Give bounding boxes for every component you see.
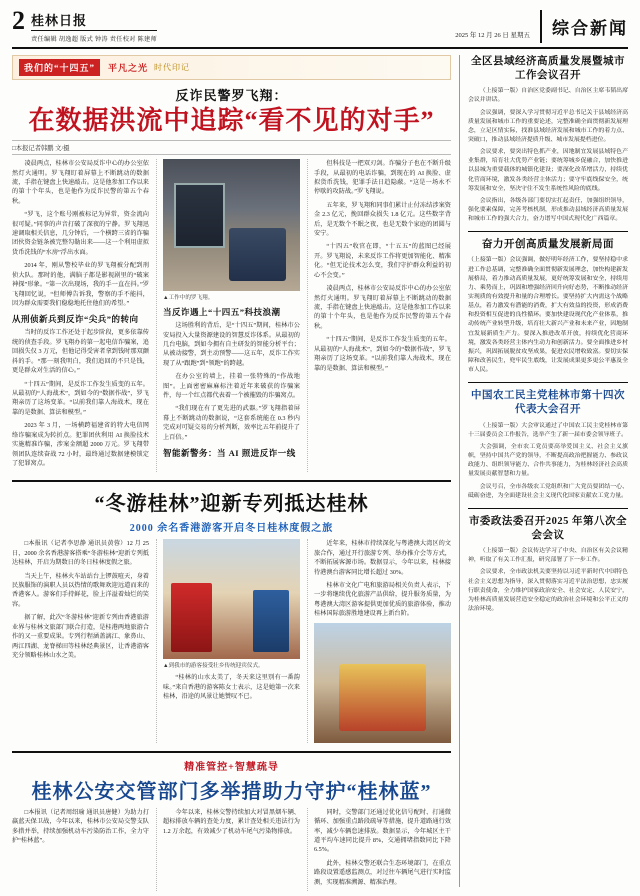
right-column (460, 55, 628, 887)
article3-col-2 (156, 808, 300, 891)
paragraph: “我们现在有了更先进的武器。”罗飞翔指着屏幕上不断跳动的数据说，“这套系统能在 0.3 秒内完成对可疑交易的分析判断，效率比五年前提升了上百倍。” (163, 405, 300, 441)
paragraph: “桂林的山水太美了，冬天来这里别有一番韵味。”来自香港的游客陈女士表示，这是她第一次来桂林，沿途的风景让她赞叹不已。 (163, 674, 300, 701)
article3-title: 桂林公安交管部门多举措助力守护“桂林蓝” (31, 780, 432, 803)
paragraph: 凌晨两点，桂林市公安局反诈中心的办公室依然灯火通明。罗飞翔盯着屏幕上不断跳动的数据流，手指在键盘上快速敲击。这是他参加工作以来的第十个年头，也是他作为反诈民警的第五个春秋。 (12, 160, 149, 205)
article2-photo-caption: ▲到我市的游客接受壮乡传统迎宾仪式。 (163, 663, 264, 670)
paragraph: 凌晨两点，桂林市公安局反诈中心的办公室依然灯火通明。罗飞翔盯着屏幕上不断跳动的数据流，手指在键盘上快速敲击。这是他参加工作以来的第十个年头，也是他作为反诈民警的第五个春秋。 (314, 285, 451, 330)
paragraph: 桂林市文化广电和旅游局相关负责人表示，下一步将继续优化旅游产品供给，提升服务质量，为粤港澳大湾区游客提供更加优质的旅游体验，推动桂林国际旅游胜地建设再上新台阶。 (314, 582, 451, 618)
article2-photo-1 (163, 539, 300, 659)
series-banner-sub: 平凡之光 (108, 63, 149, 73)
article2-columns (12, 539, 451, 742)
paragraph: 会议号召，全市各级农工党组织和广大党员要团结一心、砥砺奋进，为全面建设社会主义现代化国家贡献农工党力量。 (468, 483, 628, 499)
article3-columns (12, 808, 451, 891)
article2-title: “冬游桂林”迎新专列抵达桂林 (94, 493, 369, 516)
article3-col-1 (12, 808, 149, 891)
paragraph: 今年以来，桂林交警持续加大对冒黑烟车辆、超标排放车辆的查处力度，累计查处相关违法行为 1.2 万余起，有效减少了机动车尾气污染物排放。 (163, 808, 300, 835)
series-banner (12, 55, 451, 80)
lead-photo (163, 159, 300, 291)
lead-subhead-3: 智能新警务：当 AI 照进反诈一线 (163, 448, 296, 459)
lead-kicker: 反诈民警罗飞翔： (175, 88, 288, 103)
article3-col-3 (307, 808, 451, 891)
lead-subhead-1: 从刑侦新兵到反诈“尖兵”的转向 (12, 314, 139, 325)
paragraph: 当时的反诈工作还处于起步阶段，更多依靠传统的侦查手段。罗飞翔办的第一起电信诈骗案，追回损失仅 3 万元，但他记得受害者拿到钱时那双颤抖的手。“那一刻我明白，我们追回的不只是钱，更是群众对生活的信心。” (12, 329, 149, 375)
right-item-3-title: 中国农工民主党桂林市第十四次代表大会召开 (471, 390, 625, 416)
page-number: 2 (12, 6, 25, 35)
section-divider (12, 480, 451, 482)
paragraph: “十四五”期间，是反诈工作发生质变的五年。从最初的“人海战术”，到如今的“数据作战”，罗飞翔亲历了这场变革。“以前我们靠人海战术，现在靠的是数据、算法和模型。” (314, 336, 451, 372)
paragraph: 会议要求，要突出特色抓产业，因地制宜发展县域特色产业集群，培育壮大优势产业链；要统筹城乡促融合，加快推进以县城为重要载体的城镇化建设；要深化改革增活力，持续优化营商环境，激发各类经营主体活力；要守牢底线保安全，统筹发展和安全，坚决守住不发生系统性风险的底线。 (468, 149, 628, 192)
right-divider-2 (468, 382, 628, 383)
right-item-2-body: （上接第一版）会议强调，做好明年经济工作，要坚持稳中求进工作总基调，完整准确全面贯彻新发展理念，加快构建新发展格局，着力推动高质量发展，更好统筹发展和安全，持续用力、乘势而上，巩固和增强经济回升向好态势，不断推动经济实现质的有效提升和量的合理增长。要坚持扩大内需这个战略基点，着力激发有潜能的消费，扩大有效益的投资，形成消费和投资相互促进的良性循环。要加快建设现代化产业体系，推动传统产业转型升级，培育壮大新兴产业和未来产业，因地制宜发展新质生产力。要深入推进改革开放，持续优化营商环境，激发各类经营主体内生动力和创新活力。要全面推进乡村振兴，巩固拓展脱贫攻坚成果，促进农民增收致富。要切实保障和改善民生，兜牢民生底线，让发展成果更多更公平惠及全市人民。 (468, 257, 628, 374)
lead-photo-caption: ▲工作中的罗飞翔。 (163, 295, 214, 302)
lead-byline: □本报记者韩鹏 文/摄 (12, 140, 451, 155)
lead-col-3 (307, 159, 451, 472)
paper-name: 桂林日报 (31, 10, 157, 31)
masthead-left (12, 6, 158, 43)
paragraph: “十四五”收官在即，“十五五”的蓝图已经展开。罗飞翔说，未来反诈工作将更加智能化、精准化。“但无论技术怎么变，我们守护群众利益的初心不会变。” (314, 243, 451, 279)
page-body (12, 55, 628, 887)
paragraph: 2023 年 3 月，一场横跨福建省的特大电信网络诈骗案成为转折点。犯罪团伙利用 AI 换脸技术实施精准诈骗，涉案金额超 2000 万元。罗飞翔带领团队连续奋战 72 小时，最终通过数据建模锁定了犯罪窝点。 (12, 422, 149, 467)
paragraph: 此外，桂林交警还联合生态环境部门，在重点路段设置遥感监测点，对过往车辆尾气进行实时监测，实现精准溯源、精准治理。 (314, 859, 451, 886)
article2-photo-2 (314, 623, 451, 743)
paragraph: 五年来，罗飞翔和同事们累计止付冻结涉案资金 2.3 亿元，挽回群众损失 1.8 亿元。这些数字背后，是无数个不眠之夜，也是无数个家庭的团圆与安宁。 (314, 201, 451, 238)
paragraph: 据了解，此次“冬游桂林”迎新专列由香港旅游业界与桂林文旅部门联合打造，是桂港两地旅游合作的又一重要成果。专列行程涵盖漓江、象鼻山、两江四湖、龙脊梯田等桂林经典景区，让香港游客充分领略桂林山水之美。 (12, 614, 149, 659)
paragraph: （上接第一版）自治区党委副书记、自治区主席韦韬出席会议并讲话。 (468, 88, 628, 104)
paragraph: “罗飞，这个账号刚被标记为异常，资金流向很可疑。”同事的声音打破了深夜的宁静。罗飞翔迅速调取相关信息，几分钟后，一个横跨三省的诈骗团伙资金链条被完整勾勒出来——这一个利用虚拟货币洗钱的“水房”浮出水面。 (12, 211, 149, 256)
article2-col-2 (156, 539, 300, 742)
article2-col-1 (12, 539, 149, 742)
article2-subtitle: 2000 余名香港游客开启冬日桂林度假之旅 (129, 523, 334, 535)
main-column (12, 55, 460, 887)
section-title: 综合新闻 (552, 19, 628, 38)
masthead-credits: 责任编辑 胡逸超 版式 钟涛 责任校对 陈建师 (31, 36, 158, 43)
masthead-identity (31, 10, 157, 43)
paragraph: 会议指出，各级各部门要切实扛起责任，加强组织领导，强化要素保障，完善考核机制，形成推动县域经济高质量发展和城市工作的强大合力，奋力谱写中国式现代化广西篇章。 (468, 197, 628, 223)
series-banner-sub2: 时代印记 (154, 63, 191, 72)
paragraph: 在办公室的墙上，挂着一张特殊的“作战地图”。上面密密麻麻标注着近年来破获的诈骗案件，每一个红点都代表着一个被摧毁的诈骗窝点。 (163, 373, 300, 400)
paragraph: 但科技是一把双刃剑。诈骗分子也在不断升级手段，从最初的电话诈骗，到现在的 AI 换脸、虚拟货币洗钱，犯罪手法日趋隐蔽。“这是一场永不停歇的攻防战。”罗飞翔说。 (314, 160, 451, 196)
article2-byline: □本报讯（记者李思静 通讯员黄蓉）12 月 25 日，2000 余名香港游客搭乘“冬游桂林”迎新专列抵达桂林，开启为期数日的冬日桂林度假之旅。 (12, 540, 149, 567)
article3-kicker: 精准管控+智慧疏导 (184, 761, 279, 773)
paragraph: 同时，交警部门还通过优化信号配时、打通微循环、加强重点路段疏导等措施，提升道路通行效率，减少车辆怠速排放。数据显示，今年城区主干道平均车速同比提升 8%，交通拥堵指数同比下降 6.5%。 (314, 808, 451, 854)
paragraph: 会议强调，要深入学习贯彻习近平总书记关于县域经济高质量发展和城市工作的重要论述，完整准确全面贯彻新发展理念，立足区情实际，找准县域经济发展和城市工作的着力点、突破口，推动县域经济提质升级、城市发展提档进位。 (468, 109, 628, 144)
right-divider-1 (468, 231, 628, 232)
paragraph: 近年来，桂林市持续深化与粤港澳大湾区的文旅合作，通过开行旅游专列、举办推介会等方式，不断拓展客源市场。数据显示，今年以来，桂林接待港澳台游客同比增长超过 30%。 (314, 540, 451, 576)
paragraph: 这场胜利的背后，是“十四五”期间，桂林市公安局投入大量资源建设的智慧反诈体系。从最初的几台电脑，到如今拥有自主研发的智能分析平台；从被动接警，到主动预警——这五年，反诈工作实现了从“跟跑”到“领跑”的跨越。 (163, 322, 300, 367)
section-divider-2 (12, 751, 451, 753)
paragraph: 当天上午，桂林火车站站台上锣鼓喧天，身着民族服饰的演职人员以热情的歌舞欢迎远道而来的香港客人。游客们手持鲜花，脸上洋溢着灿烂的笑容。 (12, 572, 149, 608)
lead-columns (12, 159, 451, 472)
masthead-section (540, 10, 628, 43)
lead-col-1 (12, 159, 149, 472)
paragraph: 会议要求，全市政法机关要坚持以习近平新时代中国特色社会主义思想为指导，深入贯彻落实习近平法治思想，忠实履行职责使命，全力维护国家政治安全、社会安定、人民安宁，为桂林高质量发展营造安全稳定的政治社会环境和公平正义的法治环境。 (468, 569, 628, 612)
series-banner-label: 我们的“十四五” (19, 59, 100, 76)
paragraph: 2014 年，刚从警校毕业的罗飞翔被分配到刑侦大队。那时的他，满脑子都是影视剧里的“破案神探”形象。“第一次出现场，我的手一直在抖。”罗飞翔回忆说，“但师傅告诉我，警察的手不能抖，因为群众需要我们稳稳地托住他们的希望。” (12, 262, 149, 308)
article3-byline: □本报讯（记者周绍瑜 通讯员唐健）为助力打赢蓝天保卫战，今年以来，桂林市公安局交警支队多措并举，持续加强机动车污染防治工作，全力守护“桂林蓝”。 (12, 808, 149, 844)
masthead-date: 2025 年 12 月 26 日 星期五 (455, 32, 530, 39)
paragraph: 大会强调，全市农工党员要高举爱国主义、社会主义旗帜，坚持中国共产党的领导，不断提高政治把握能力、参政议政能力、组织领导能力、合作共事能力，为桂林经济社会高质量发展贡献智慧和力量。 (468, 443, 628, 478)
article2-col-3 (307, 539, 451, 742)
lead-col-2 (156, 159, 300, 472)
masthead (12, 6, 628, 49)
right-item-4-title: 市委政法委召开2025 年第八次全会会议 (468, 515, 628, 541)
paragraph: （上接第一版）会议传达学习了中央、自治区有关会议精神，听取了有关工作汇报，研究部署了下一步工作。 (468, 548, 628, 564)
right-item-2-title: 奋力开创高质量发展新局面 (482, 239, 614, 251)
paragraph: （上接第一版）大会审议通过了中国农工民主党桂林市第十三届委员会工作报告，选举产生了新一届市委会领导班子。 (468, 422, 628, 438)
lead-subhead-2: 当反诈遇上“十四五”科技浪潮 (163, 307, 281, 318)
paragraph: “十四五”期间，是反诈工作发生质变的五年。从最初的“人海战术”，到如今的“数据作战”，罗飞翔亲历了这场变革。“以前我们靠人海战术，现在靠的是数据、算法和模型。” (12, 380, 149, 416)
right-item-1-title: 全区县域经济高质量发展暨城市工作会议召开 (471, 56, 625, 82)
lead-headline: 在数据洪流中追踪“看不见的对手” (28, 106, 435, 135)
right-divider-3 (468, 508, 628, 509)
